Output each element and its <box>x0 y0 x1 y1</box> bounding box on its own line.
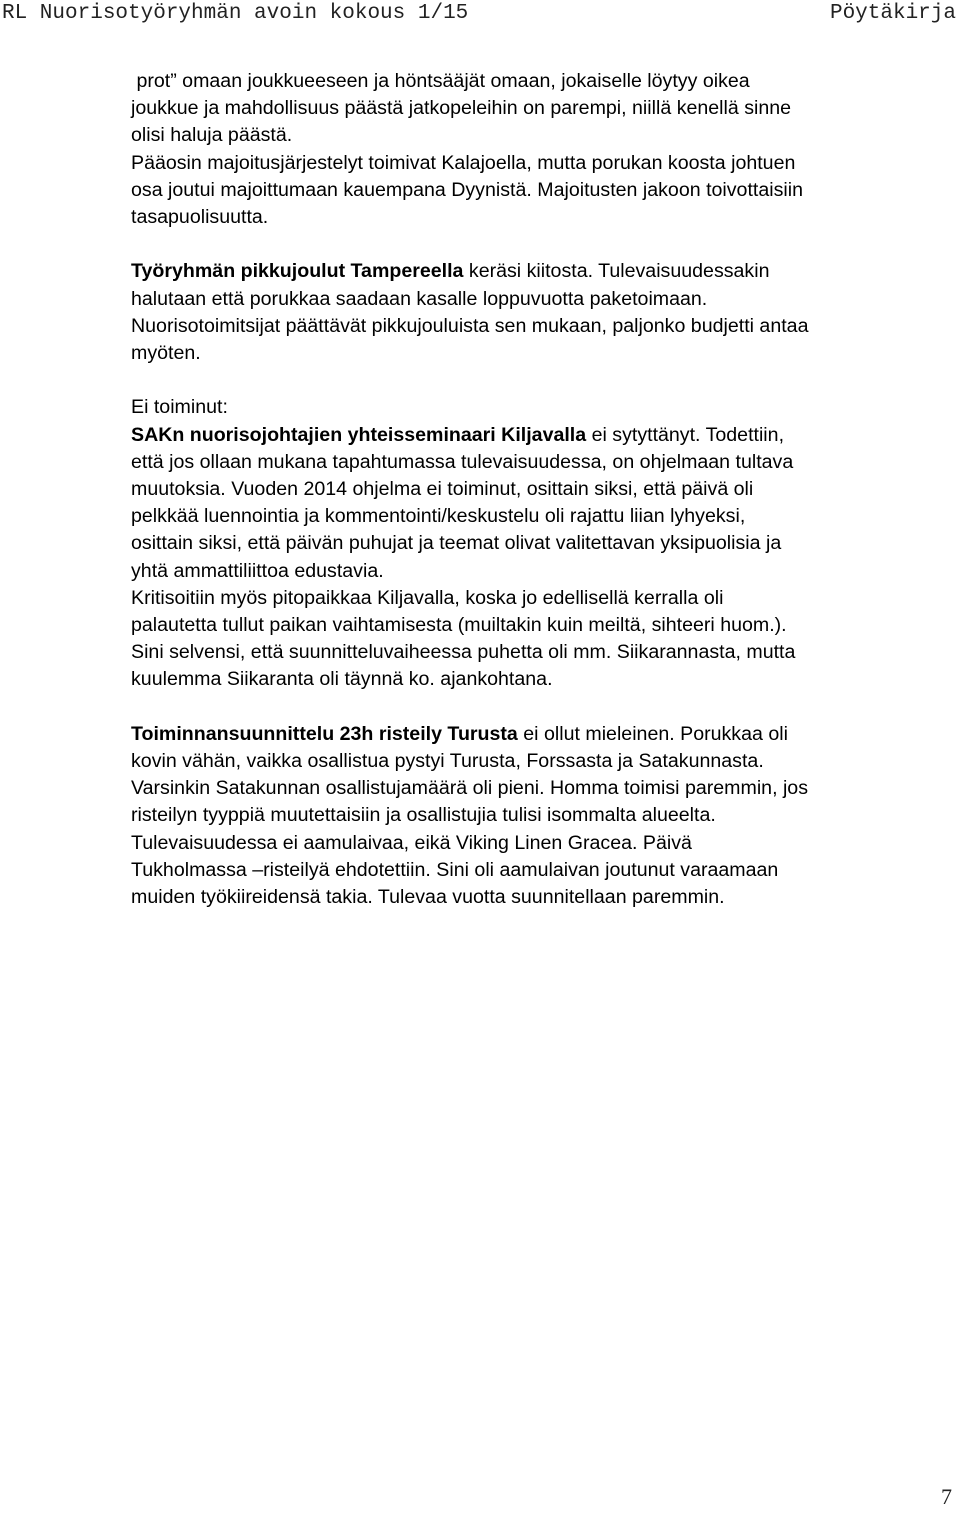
text-line: myöten. <box>131 342 201 365</box>
text-line: muiden työkiireidensä takia. Tulevaa vuotta suunnitellaan paremmin. <box>131 886 725 909</box>
text-line: olisi haluja päästä. <box>131 124 293 147</box>
paragraph-risteily <box>131 721 959 911</box>
text-line: Tulevaisuudessa ei aamulaivaa, eikä Viking Linen Gracea. Päivä <box>131 831 692 854</box>
text-line: muutoksia. Vuoden 2014 ohjelma ei toiminut, osittain siksi, että päivä oli <box>131 478 754 501</box>
text-line: kovin vähän, vaikka osallistua pystyi Turusta, Forssasta ja Satakunnasta. <box>131 750 764 773</box>
text-line: Nuorisotoimitsijat päättävät pikkujouluista sen mukaan, paljonko budjetti antaa <box>131 314 809 337</box>
header-document-type: Pöytäkirja <box>829 2 956 25</box>
text-line: halutaan että porukkaa saadaan kasalle loppuvuotta paketoimaan. <box>131 287 708 310</box>
text-run: ei ollut mieleinen. Porukkaa oli <box>517 722 788 745</box>
paragraph-spacer <box>131 367 959 394</box>
text-line: Tukholmassa –risteilyä ehdotettiin. Sini oli aamulaivan joutunut varaamaan <box>131 858 779 881</box>
text-line: joukkue ja mahdollisuus päästä jatkopeleihin on parempi, niillä kenellä sinne <box>131 97 792 120</box>
text-line: osa joutui majoittumaan kauempana Dyynistä. Majoitusten jakoon toivottaisiin <box>131 178 803 201</box>
text-line: kuulemma Siikaranta oli täynnä ko. ajankohtana. <box>131 668 553 691</box>
text-run: ei sytyttänyt. Todettiin, <box>586 423 785 446</box>
paragraph-spacer <box>131 694 959 721</box>
text-line: osittain siksi, että päivän puhujat ja teemat olivat valitettavan yksipuolisia ja <box>131 532 782 555</box>
text-line: pelkkää luennointia ja kommentointi/keskustelu oli rajattu liian lyhyeksi, <box>131 505 746 528</box>
section-label-ei-toiminut: Ei toiminut: <box>131 396 228 419</box>
text-line: risteilyn tyyppiä muutettaisiin ja osallistujia tulisi isommalta alueelta. <box>131 804 716 827</box>
section-title-risteily: Toiminnansuunnittelu 23h risteily Turusta <box>131 722 518 745</box>
text-line: Varsinkin Satakunnan osallistujamäärä oli pieni. Homma toimisi paremmin, jos <box>131 777 808 800</box>
paragraph-pikkujoulut <box>131 258 959 367</box>
text-line: Sini selvensi, että suunnitteluvaiheessa puhetta oli mm. Siikarannasta, mutta <box>131 641 796 664</box>
text-line <box>131 258 959 285</box>
text-line <box>131 422 959 449</box>
section-title-pikkujoulut: Työryhmän pikkujoulut Tampereella <box>131 260 464 283</box>
paragraph-majoitus <box>131 68 959 231</box>
document-header <box>0 0 960 30</box>
text-line: Kritisoitiin myös pitopaikkaa Kiljavalla, koska jo edellisellä kerralla oli <box>131 586 724 609</box>
section-title-seminaari: SAKn nuorisojohtajien yhteisseminaari Kiljavalla <box>131 423 587 446</box>
document-body <box>131 68 959 911</box>
text-line: prot” omaan joukkueeseen ja höntsääjät omaan, jokaiselle löytyy oikea <box>131 70 750 92</box>
text-line: että jos ollaan mukana tapahtumassa tulevaisuudessa, on ohjelmaan tultava <box>131 450 794 473</box>
paragraph-seminaari <box>131 394 959 693</box>
paragraph-spacer <box>131 231 959 258</box>
text-run: keräsi kiitosta. Tulevaisuudessakin <box>463 260 770 283</box>
text-line <box>131 721 959 748</box>
text-line: tasapuolisuutta. <box>131 206 269 229</box>
text-line: palautetta tullut paikan vaihtamisesta (muiltakin kuin meiltä, sihteeri huom.). <box>131 614 787 637</box>
header-document-title: RL Nuorisotyöryhmän avoin kokous 1/15 <box>2 2 469 25</box>
text-line: Pääosin majoitusjärjestelyt toimivat Kalajoella, mutta porukan koosta johtuen <box>131 151 796 174</box>
text-line: yhtä ammattiliittoa edustavia. <box>131 559 384 582</box>
page-number: 7 <box>941 1484 952 1509</box>
